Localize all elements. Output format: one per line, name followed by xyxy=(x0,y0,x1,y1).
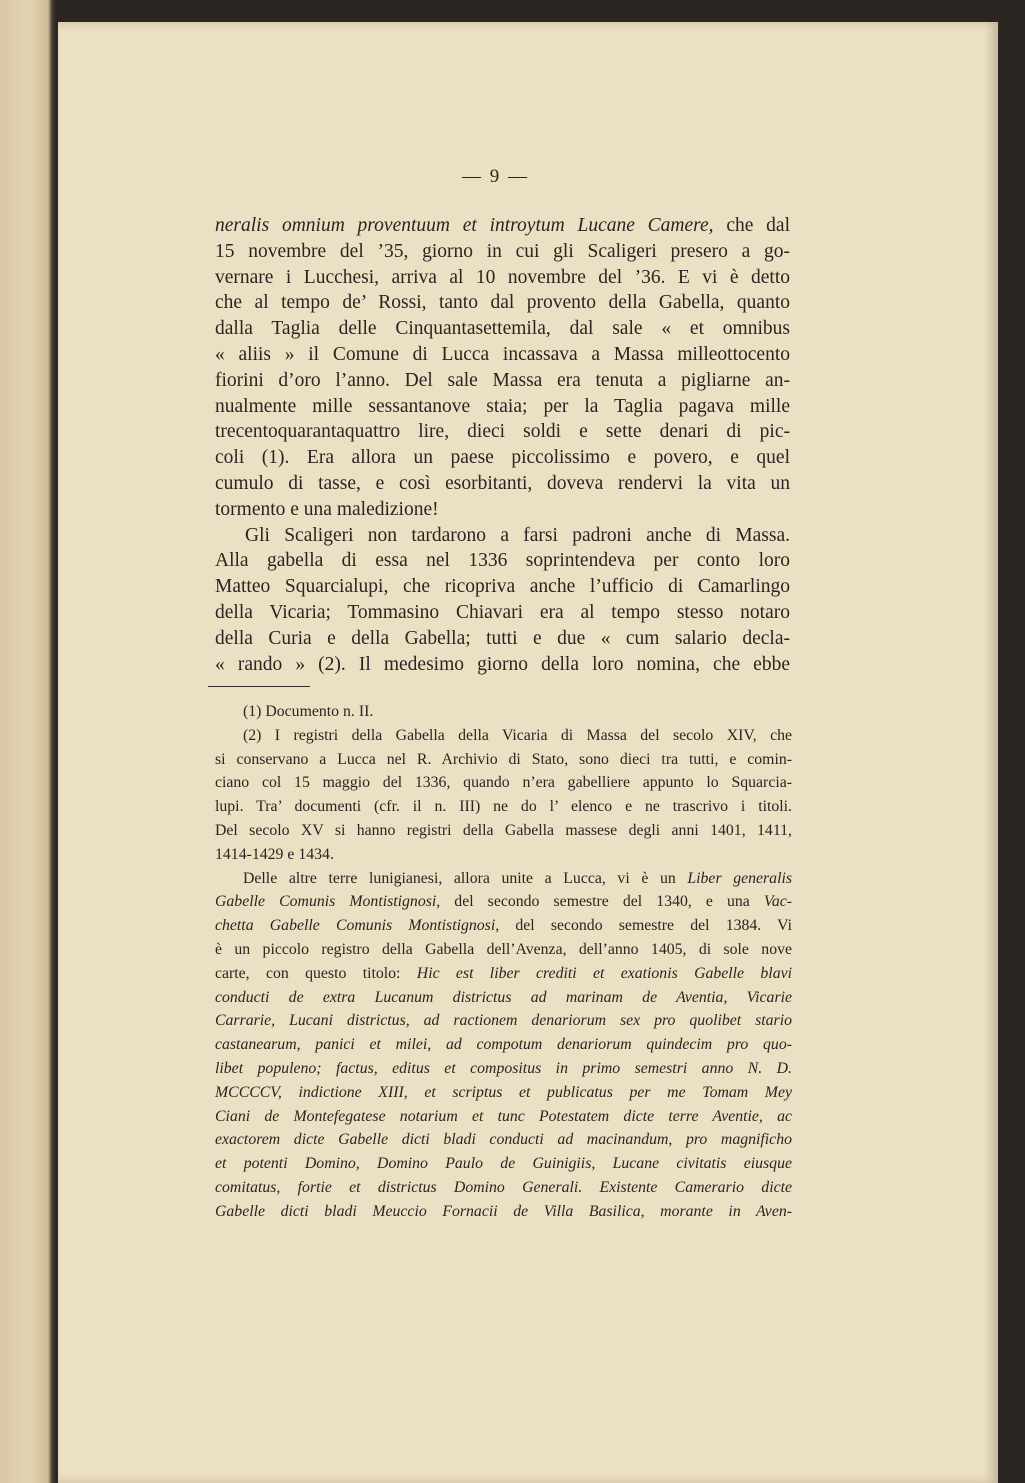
footnote-line xyxy=(215,890,792,914)
text: è un piccolo registro della Gabella dell’Avenza, dell’anno 1405, di sole nove xyxy=(215,940,792,958)
text: 1414-1429 e 1434. xyxy=(215,845,334,863)
text: della Curia e della Gabella; tutti e due « cum salario decla- xyxy=(215,627,790,649)
footnote-line xyxy=(215,938,792,962)
italic-text: Hic est liber crediti et exationis Gabelle blavi xyxy=(416,964,792,982)
italic-text: Gabelle Comunis Montistignosi, xyxy=(215,893,441,911)
text: dalla Taglia delle Cinquantasettemila, dal sale « et omnibus xyxy=(215,318,790,340)
text: Gli Scaligeri non tardarono a farsi padroni anche di Massa. xyxy=(245,524,790,546)
text: tormento e una maledizione! xyxy=(215,498,439,520)
text-line xyxy=(215,213,790,239)
text-line xyxy=(215,471,790,497)
footnote-line xyxy=(215,724,792,748)
text: lupi. Tra’ documenti (cfr. il n. III) ne do l’ elenco e ne trascrivo i titoli. xyxy=(215,798,792,816)
text-line xyxy=(215,523,790,549)
italic-text: libet populeno; factus, editus et compositus in primo semestri anno N. D. xyxy=(215,1059,792,1077)
text: « rando » (2). Il medesimo giorno della loro nomina, che ebbe xyxy=(215,653,790,675)
text: fiorini d’oro l’anno. Del sale Massa era tenuta a pigliarne an- xyxy=(215,369,790,391)
text-line xyxy=(215,419,790,445)
text: si conservano a Lucca nel R. Archivio di Stato, sono dieci tra tutti, e comin- xyxy=(215,750,792,768)
italic-text: Gabelle dicti bladi Meuccio Fornacii de Villa Basilica, morante in Aven- xyxy=(215,1202,792,1220)
footnote-line xyxy=(215,1128,792,1152)
text-line xyxy=(215,626,790,652)
text: Del secolo XV si hanno registri della Gabella massese degli anni 1401, 1411, xyxy=(215,821,792,839)
italic-text: MCCCCV, indictione XIII, et scriptus et publicatus per me Tomam Mey xyxy=(215,1083,792,1101)
footnote-line xyxy=(215,771,792,795)
text: « aliis » il Comune di Lucca incassava a Massa milleottocento xyxy=(215,343,790,365)
text: Matteo Squarcialupi, che ricopriva anche l’ufficio di Camarlingo xyxy=(215,576,790,598)
footnote-line xyxy=(215,1081,792,1105)
text: 15 novembre del ’35, giorno in cui gli Scaligeri presero a go- xyxy=(215,240,790,262)
italic-text: chetta Gabelle Comunis Montistignosi, xyxy=(215,917,500,935)
text: carte, con questo titolo: xyxy=(215,964,417,982)
footnote-line xyxy=(215,1057,792,1081)
italic-text: et potenti Domino, Domino Paulo de Guinigiis, Lucane civitatis eiusque xyxy=(215,1155,792,1173)
page-number: — 9 — xyxy=(462,166,529,187)
text: nualmente mille sessantanove staia; per la Taglia pagava mille xyxy=(215,395,790,417)
footnote-line xyxy=(215,1033,792,1057)
footnotes xyxy=(215,700,792,1224)
text: del secondo semestre del 1384. Vi xyxy=(499,917,792,935)
footnote-line xyxy=(215,1009,792,1033)
footnote-line xyxy=(215,1176,792,1200)
footnote-line xyxy=(215,867,792,891)
text-line xyxy=(215,548,790,574)
footnote-line xyxy=(215,795,792,819)
text-line xyxy=(215,290,790,316)
text-line xyxy=(215,368,790,394)
text: che dal xyxy=(713,215,790,236)
text: (1) Documento n. II. xyxy=(243,703,374,720)
italic-text: Vac- xyxy=(763,893,792,911)
footnote-line xyxy=(215,914,792,938)
footnote-line xyxy=(215,962,792,986)
footnote-line xyxy=(215,748,792,772)
text-line xyxy=(215,652,790,678)
text: coli (1). Era allora un paese piccolissimo e povero, e quel xyxy=(215,447,790,469)
footnote-line xyxy=(215,1105,792,1129)
text-line xyxy=(215,316,790,342)
italic-text: conducti de extra Lucanum districtus ad marinam de Aventia, Vicarie xyxy=(215,988,792,1006)
text: cumulo di tasse, e così esorbitanti, doveva rendervi la vita un xyxy=(215,472,790,494)
book-spine-edge xyxy=(0,0,56,1483)
text: del secondo semestre del 1340, e una xyxy=(440,893,764,911)
text-line xyxy=(215,265,790,291)
footnote-line xyxy=(215,986,792,1010)
italic-text: Ciani de Montefegatese notarium et tunc Potestatem dicte terre Aventie, ac xyxy=(215,1107,792,1125)
text-line xyxy=(215,497,790,523)
text: che al tempo de’ Rossi, tanto dal provento della Gabella, quanto xyxy=(215,292,790,314)
text-line xyxy=(215,574,790,600)
text-line xyxy=(215,342,790,368)
text-line xyxy=(215,394,790,420)
footnote-line xyxy=(215,1200,792,1224)
text-line xyxy=(215,445,790,471)
italic-text: Liber generalis xyxy=(687,869,792,887)
text: (2) I registri della Gabella della Vicaria di Massa del secolo XIV, che xyxy=(243,726,792,744)
italic-text: neralis omnium proventuum et introytum Lucane Camere, xyxy=(215,215,714,236)
italic-text: comitatus, fortie et districtus Domino Generali. Existente Camerario dicte xyxy=(215,1178,792,1196)
text: ciano col 15 maggio del 1336, quando n’era gabelliere appunto lo Squarcia- xyxy=(215,774,792,792)
text: Delle altre terre lunigianesi, allora unite a Lucca, vi è un xyxy=(243,869,688,887)
italic-text: Carrarie, Lucani districtus, ad ractionem denariorum sex pro quolibet stario xyxy=(215,1012,792,1030)
text: vernare i Lucchesi, arriva al 10 novembre del ’36. E vi è detto xyxy=(215,266,790,288)
footnote-divider xyxy=(208,686,310,687)
text: trecentoquarantaquattro lire, dieci soldi e sette denari di pic- xyxy=(215,421,790,443)
text-line xyxy=(215,600,790,626)
text: della Vicaria; Tommasino Chiavari era al tempo stesso notaro xyxy=(215,601,790,623)
footnote-line xyxy=(215,1152,792,1176)
footnote-line xyxy=(215,819,792,843)
footnote-line xyxy=(215,843,792,867)
italic-text: exactorem dicte Gabelle dicti bladi conducti ad macinandum, pro magnificho xyxy=(215,1131,792,1149)
text: Alla gabella di essa nel 1336 soprintendeva per conto loro xyxy=(215,550,790,572)
italic-text: castanearum, panici et milei, ad compotum denariorum quindecim pro quo- xyxy=(215,1036,792,1054)
main-text xyxy=(215,213,790,677)
footnote-line xyxy=(215,700,792,724)
text-line xyxy=(215,239,790,265)
